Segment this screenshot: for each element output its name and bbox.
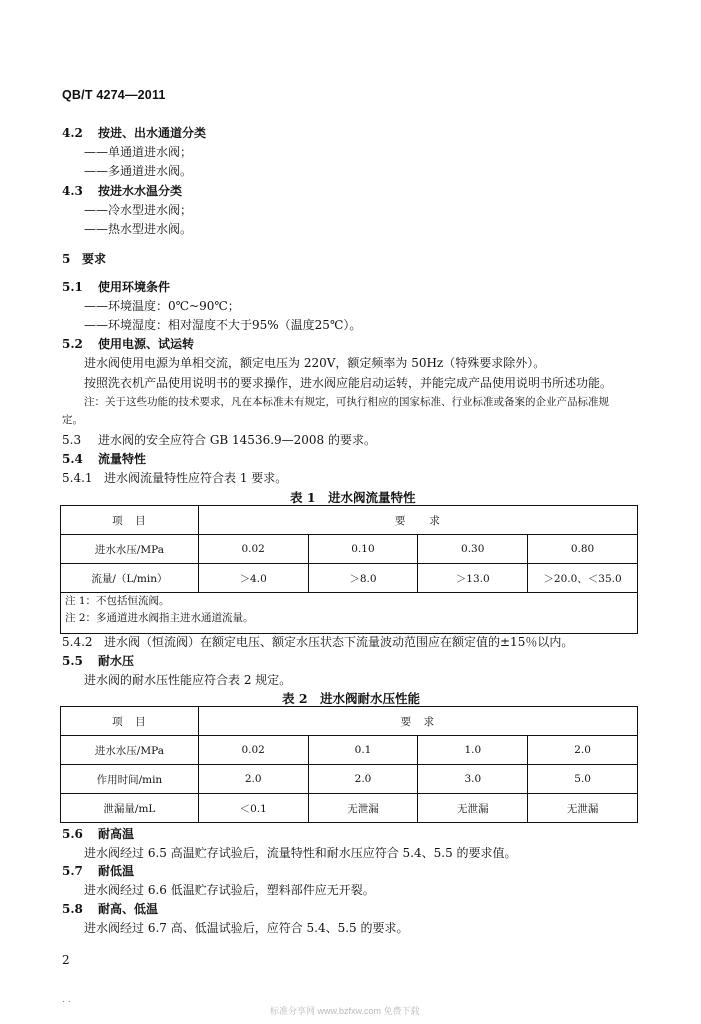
table-header-row [61,707,638,736]
table-cell: 1.0 [418,736,528,765]
header-item: 项 目 [61,506,199,535]
section-number: 5.6 [62,827,83,841]
table-1-caption: 表 1 进水阀流量特性 [290,490,416,505]
section-number: 5.3 [62,433,82,447]
table-cell: ＞8.0 [308,564,418,593]
section-4-3-heading [62,182,182,199]
section-5-5-heading [62,652,134,669]
table-2 [60,706,638,823]
row-label: 泄漏量/mL [61,794,199,823]
page-number: 2 [62,953,70,967]
list-item: ——多通道进水阀。 [84,164,193,178]
section-number: 5.8 [62,902,83,916]
section-5-2-heading [62,335,194,352]
section-title: 要求 [82,252,107,266]
table-1 [60,505,638,634]
section-number: 5.5 [62,654,83,668]
section-number: 4.2 [62,126,83,140]
watermark-footer: 标准分享网 www.bzfxw.com 免费下载 [270,1006,420,1016]
paragraph: 进水阀使用电源为单相交流，额定电压为 220V，额定频率为 50Hz（特殊要求除外）。 [84,356,546,370]
list-item: ——环境湿度：相对湿度不大于95%（温度25℃）。 [84,318,362,332]
section-title: 耐水压 [98,654,135,668]
table-note: 注 1：不包括恒流阀。 [65,595,170,607]
table-cell: 0.30 [418,535,528,564]
paragraph: 按照洗衣机产品使用说明书的要求操作，进水阀应能启动运转，并能完成产品使用说明书所述功能。 [84,376,613,390]
section-title: 按进、出水通道分类 [98,126,207,140]
table-cell: 2.0 [528,736,638,765]
section-4-2-heading [62,124,206,141]
table-row [61,794,638,823]
table-header-row [61,506,638,535]
list-item: ——单通道进水阀； [84,145,193,159]
section-text: 进水阀的安全应符合 GB 14536.9—2008 的要求。 [98,433,377,447]
list-item: ——热水型进水阀。 [84,222,193,236]
section-5-heading [62,250,106,267]
section-5-3 [62,431,376,448]
section-number: 5.2 [62,337,83,351]
standard-number: QB/T 4274—2011 [62,88,166,102]
section-5-4-2 [62,633,573,650]
table-cell: 无泄漏 [418,794,528,823]
table-cell: 0.1 [308,736,418,765]
table-row [61,765,638,794]
table-cell: 5.0 [528,765,638,794]
section-number: 5 [62,252,71,266]
section-title: 使用环境条件 [98,280,171,294]
note-continuation: 定。 [62,414,83,426]
section-title: 使用电源、试运转 [98,337,195,351]
list-item: ——冷水型进水阀； [84,203,193,217]
table-cell: ＞13.0 [418,564,528,593]
header-requirement: 要 求 [198,707,637,736]
paragraph: 进水阀经过 6.6 低温贮存试验后，塑料部件应无开裂。 [84,883,375,897]
row-label: 作用时间/min [61,765,199,794]
table-cell: ＞4.0 [198,564,308,593]
section-number: 5.4 [62,452,83,466]
table-cell: 无泄漏 [528,794,638,823]
table-row [61,564,638,593]
section-5-4-1 [62,469,287,486]
section-5-6-heading [62,825,134,842]
table-cell: 0.10 [308,535,418,564]
table-cell: ＜0.1 [198,794,308,823]
section-5-1-heading [62,278,170,295]
note: 注：关于这些功能的技术要求，凡在本标准未有规定，可执行相应的国家标准、行业标准或备案的企业产品标准规 [84,396,609,408]
paragraph: 进水阀经过 6.5 高温贮存试验后，流量特性和耐水压应符合 5.4、5.5 的要求值。 [84,846,517,860]
section-5-4-heading [62,450,146,467]
table-cell: 0.02 [198,736,308,765]
table-notes [61,593,638,634]
section-number: 5.1 [62,280,83,294]
section-title: 流量特性 [98,452,147,466]
section-5-7-heading [62,862,134,879]
corner-mark: . . [62,995,71,1005]
section-5-8-heading [62,900,158,917]
header-item: 项 目 [61,707,199,736]
row-label: 进水水压/MPa [61,535,199,564]
section-text: 进水阀流量特性应符合表 1 要求。 [104,471,288,485]
paragraph: 进水阀经过 6.7 高、低温试验后，应符合 5.4、5.5 的要求。 [84,921,409,935]
section-number: 4.3 [62,184,83,198]
section-title: 耐低温 [98,864,135,878]
table-cell: 0.80 [528,535,638,564]
list-item: ——环境温度：0℃~90℃； [84,299,240,313]
section-title: 耐高温 [98,827,135,841]
section-title: 耐高、低温 [98,902,159,916]
table-cell: 2.0 [308,765,418,794]
section-title: 按进水水温分类 [98,184,183,198]
section-number: 5.7 [62,864,83,878]
row-label: 流量/（L/min） [61,564,199,593]
table-cell: 3.0 [418,765,528,794]
table-notes-row [61,593,638,634]
section-number: 5.4.2 [62,635,93,649]
table-cell: 2.0 [198,765,308,794]
table-cell: ＞20.0、＜35.0 [528,564,638,593]
header-requirement: 要 求 [198,506,637,535]
table-cell: 无泄漏 [308,794,418,823]
table-row [61,736,638,765]
table-row [61,535,638,564]
table-note: 注 2：多通道进水阀指主进水通道流量。 [65,612,254,624]
paragraph: 进水阀的耐水压性能应符合表 2 规定。 [84,673,292,687]
table-cell: 0.02 [198,535,308,564]
section-number: 5.4.1 [62,471,93,485]
section-text: 进水阀（恒流阀）在额定电压、额定水压状态下流量波动范围应在额定值的±15％以内。 [104,635,574,649]
table-2-caption: 表 2 进水阀耐水压性能 [282,691,421,706]
row-label: 进水水压/MPa [61,736,199,765]
